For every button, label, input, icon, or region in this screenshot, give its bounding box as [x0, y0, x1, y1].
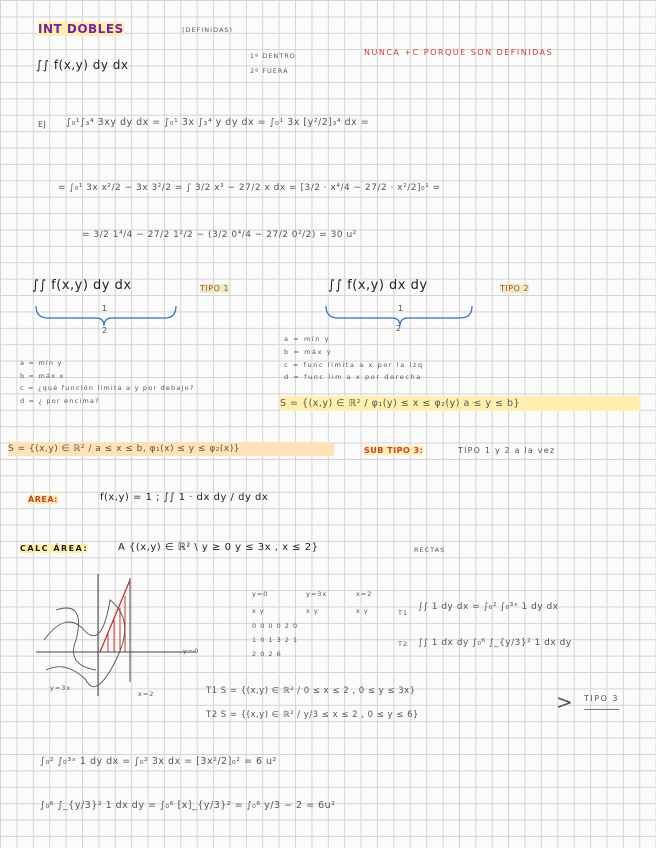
subtype-text: TIPO 1 y 2 a la vez [458, 446, 556, 455]
note-line: c = ¿qué función limita a y por debajo? [20, 384, 195, 392]
graph-label-y0: y=0 [183, 647, 200, 655]
note-line: d = func lim a x por derecha [284, 373, 422, 382]
table-col-3: x y [356, 607, 369, 615]
graph-label-x2: x=2 [138, 690, 155, 698]
table-header-y3x: y=3x [306, 590, 328, 598]
type1-label: TIPO 1 [200, 284, 229, 293]
t2-label: T2 [398, 640, 409, 648]
type2-label: TIPO 2 [500, 284, 529, 293]
table-col-2: x y [306, 607, 319, 615]
order-note-1: 1º DENTRO [250, 52, 296, 60]
area-label: ÁREA: [28, 495, 58, 504]
note-line: b = máx y [284, 347, 333, 356]
region-graph [26, 570, 206, 700]
page-subtitle: (DEFINIDAS) [182, 26, 234, 34]
subtype-label: SUB TIPO 3: [364, 446, 424, 455]
example-label: EJ [38, 120, 47, 129]
table-row: 1 0 1 3 2 1 [252, 636, 299, 644]
calc-tag: RECTAS [414, 546, 446, 554]
type1-outer-mark: 2 [102, 326, 108, 335]
type1-notes [20, 357, 194, 407]
type1-integral: ∫∫ f(x,y) dy dx [32, 278, 132, 293]
table-col-1: x y [252, 607, 265, 615]
note-line: d = ¿ por encima? [20, 396, 100, 405]
note-line: c = func limita a x por la izq [284, 360, 424, 369]
note-line: b = máx x [20, 371, 65, 380]
t2-set: T2 S = {(x,y) ∈ ℝ² / y/3 ≤ x ≤ 2 , 0 ≤ y ≤ 6} [206, 710, 419, 720]
conclusion-type: TIPO 3 [584, 694, 619, 710]
calc-region: A {(x,y) ∈ ℝ² \ y ≥ 0 y ≤ 3x , x ≤ 2} [118, 542, 319, 553]
table-row: 2 0 2 6 [252, 650, 282, 658]
type2-integral: ∫∫ f(x,y) dx dy [328, 278, 428, 293]
type1-inner-mark: 1 [102, 304, 108, 313]
page-title: INT DOBLES [38, 22, 124, 36]
table-header-y0: y=0 [252, 590, 269, 598]
type2-inner-mark: 1 [398, 304, 404, 313]
result-line-2: ∫₀⁶ ∫_{y/3}² 1 dx dy = ∫₀⁶ [x]_{y/3}² = ∫₀⁶ y/3 − 2 = 6u² [40, 800, 336, 811]
result-line-1: ∫₀² ∫₀³ˣ 1 dy dx = ∫₀² 3x dx = [3x²/2]₀² = 6 u² [40, 756, 277, 767]
generic-double-integral: ∫∫ f(x,y) dy dx [36, 58, 129, 72]
calc-area-label: CALC ÁREA: [20, 544, 89, 553]
area-formula: f(x,y) = 1 ; ∫∫ 1 · dx dy / dy dx [100, 492, 269, 503]
note-line: a = mín y [284, 335, 331, 343]
table-row: 0 0 0 0 2 0 [252, 622, 299, 630]
type2-set: S = {(x,y) ∈ ℝ² / φ₁(y) ≤ x ≤ φ₂(y) a ≤ y ≤ b} [280, 396, 640, 411]
t1-integral: ∫∫ 1 dy dx = ∫₀² ∫₀³ˣ 1 dy dx [418, 602, 559, 612]
example-line-1: ∫₀¹∫₃⁴ 3xy dy dx = ∫₀¹ 3x ∫₃⁴ y dy dx = ∫₀¹ 3x [y²/2]₃⁴ dx = [66, 117, 370, 128]
example-line-2: = ∫₀¹ 3x x²/2 − 3x 3²/2 = ∫ 3/2 x³ − 27/2 x dx = [3/2 · x⁴/4 − 27/2 · x²/2]₀¹ = [58, 183, 441, 193]
graph-label-y3x: y=3x [50, 684, 72, 692]
table-header-x2: x=2 [356, 590, 373, 598]
greater-than-icon: > [556, 690, 574, 714]
t1-set: T1 S = {(x,y) ∈ ℝ² / 0 ≤ x ≤ 2 , 0 ≤ y ≤ 3x} [206, 686, 416, 696]
type1-set: S = {(x,y) ∈ ℝ² / a ≤ x ≤ b, φ₁(x) ≤ y ≤ φ₂(x)} [8, 442, 334, 456]
example-line-3: = 3/2 1⁴/4 − 27/2 1²/2 − (3/2 0⁴/4 − 27/2 0²/2) = 30 u² [82, 230, 357, 240]
definite-note: NUNCA +C PORQUE SON DEFINIDAS [364, 48, 554, 57]
type2-outer-mark: 2 [396, 324, 402, 333]
t1-label: T1 [398, 609, 409, 617]
type2-notes [284, 333, 424, 384]
note-line: a = mín y [20, 359, 63, 367]
order-note-2: 2º FUERA [250, 67, 289, 75]
t2-integral: ∫∫ 1 dx dy ∫₀⁶ ∫_{y/3}² 1 dx dy [418, 638, 572, 648]
